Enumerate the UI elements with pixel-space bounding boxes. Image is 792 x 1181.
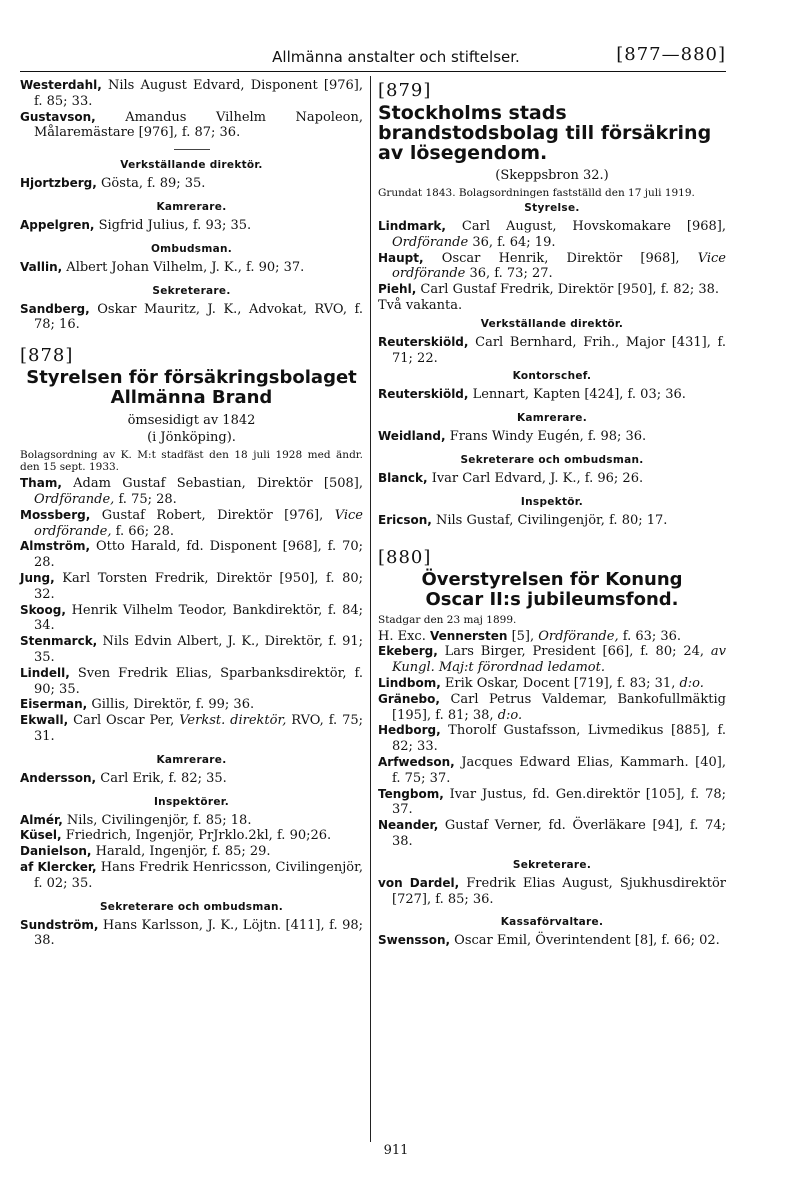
list-item: Ekwall, Carl Oscar Per, Verkst. direktör, RVO, f. 75; 31. bbox=[20, 713, 364, 744]
subheading: Kassaförvaltare. bbox=[500, 916, 604, 929]
list-item: Lindbom, Erik Oskar, Docent [719], f. 83; 31, d:o. bbox=[378, 675, 704, 691]
subheading: Sekreterare och ombudsman. bbox=[99, 900, 284, 913]
subheading: Styrelse. bbox=[524, 202, 580, 214]
subheading: Ombudsman. bbox=[150, 242, 233, 255]
subheading: Kamrerare. bbox=[156, 200, 227, 213]
section-number: [880] bbox=[378, 546, 432, 568]
section-note: Bolagsordning av K. M:t stadfäst den 18 juli 1928 med ändr. den 15 sept. 1933. bbox=[20, 449, 363, 474]
board-list bbox=[20, 476, 363, 745]
list-item: Vallin, Albert Johan Vilhelm, J. K., f. 90; 37. bbox=[20, 259, 305, 275]
list-item: Tham, Adam Gustaf Sebastian, Direktör [508], Ordförande, f. 75; 28. bbox=[20, 476, 363, 507]
list-item: Gränebo, Carl Petrus Valdemar, Bankofullmäktig [195], f. 81; 38, d:o. bbox=[378, 691, 726, 723]
list-item: Andersson, Carl Erik, f. 82; 35. bbox=[20, 770, 227, 786]
list-item: Neander, Gustaf Verner, fd. Överläkare [94], f. 74; 38. bbox=[378, 818, 726, 849]
section-subtitle: ömsesidigt av 1842 bbox=[127, 413, 256, 429]
section-note: Stadgar den 23 maj 1899. bbox=[378, 613, 517, 626]
subheading: Kontorschef. bbox=[512, 370, 592, 383]
list-item: Hedborg, Thorolf Gustafsson, Livmedikus [885], f. 82; 33. bbox=[378, 723, 726, 755]
list-item: Almström, Otto Harald, fd. Disponent [968], f. 70; 28. bbox=[20, 539, 363, 571]
section-location: (i Jönköping). bbox=[147, 430, 236, 446]
section-title: Stockholms stads brandstodsbolag till försäkring av lösegendom. bbox=[378, 102, 712, 164]
list-item: Reuterskiöld, Carl Bernhard, Frih., Major [431], f. 71; 22. bbox=[378, 334, 726, 366]
list-item: von Dardel, Fredrik Elias August, Sjukhusdirektör [727], f. 85; 36. bbox=[378, 875, 726, 907]
list-item: Appelgren, Sigfrid Julius, f. 93; 35. bbox=[20, 217, 252, 233]
list-item: Ericson, Nils Gustaf, Civilingenjör, f. 80; 17. bbox=[378, 512, 668, 528]
list-item: H. Exc. Vennersten [5], Ordförande, f. 63; 36. bbox=[378, 628, 682, 644]
subheading: Sekreterare och ombudsman. bbox=[460, 453, 644, 466]
list-item: af Klercker, Hans Fredrik Henricsson, Civilingenjör, f. 02; 35. bbox=[20, 859, 363, 891]
subheading: Verkställande direktör. bbox=[120, 159, 263, 172]
list-item: Piehl, Carl Gustaf Fredrik, Direktör [950], f. 82; 38. bbox=[378, 282, 720, 298]
subheading: Sekreterare. bbox=[512, 858, 592, 871]
section-number: [879] bbox=[378, 80, 432, 101]
list-item: Reuterskiöld, Lennart, Kapten [424], f. 03; 36. bbox=[378, 387, 686, 403]
list-item: Sandberg, Oskar Mauritz, J. K., Advokat, RVO, f. 78; 16. bbox=[20, 301, 363, 333]
list-item: Stenmarck, Nils Edvin Albert, J. K., Direktör, f. 91; 35. bbox=[20, 634, 363, 665]
short-divider bbox=[174, 149, 210, 150]
list-item: Ekeberg, Lars Birger, President [66], f. 80; 24, av Kungl. Maj:t förordnad ledamot. bbox=[378, 644, 726, 676]
board-list bbox=[378, 629, 726, 850]
list-item: Arfwedson, Jacques Edward Elias, Kammarh. [40], f. 75; 37. bbox=[378, 754, 726, 786]
subheading: Sekreterare. bbox=[152, 284, 231, 297]
list-item: Mossberg, Gustaf Robert, Direktör [976], Vice ordförande, f. 66; 28. bbox=[20, 507, 363, 539]
running-header: Allmänna anstalter och stiftelser. bbox=[272, 48, 520, 66]
list-item: Jung, Karl Torsten Fredrik, Direktör [950], f. 80; 32. bbox=[20, 570, 363, 602]
section-note: Grundat 1843. Bolagsordningen fastställd den 17 juli 1919. bbox=[378, 187, 695, 199]
header-rule bbox=[20, 71, 726, 72]
list-item: Gustavson, Amandus Vilhelm Napoleon, Målaremästare [976], f. 87; 36. bbox=[20, 109, 363, 141]
subheading: Inspektör. bbox=[520, 495, 584, 508]
list-item: Haupt, Oscar Henrik, Direktör [968], Vice ordförande 36, f. 73; 27. bbox=[378, 250, 726, 282]
list-item: Lindell, Sven Fredrik Elias, Sparbanksdirektör, f. 90; 35. bbox=[20, 665, 363, 697]
subheading: Verkställande direktör. bbox=[480, 317, 624, 330]
right-column bbox=[378, 78, 726, 949]
list-item: Weidland, Frans Windy Eugén, f. 98; 36. bbox=[378, 429, 647, 445]
left-column bbox=[20, 78, 363, 949]
list-item: Danielson, Harald, Ingenjör, f. 85; 29. bbox=[20, 844, 271, 860]
list-item: Tengbom, Ivar Justus, fd. Gen.direktör [105], f. 78; 37. bbox=[378, 786, 726, 818]
section-number: [878] bbox=[20, 345, 74, 367]
list-item: Eiserman, Gillis, Direktör, f. 99; 36. bbox=[20, 697, 255, 713]
list-item: Westerdahl, Nils August Edvard, Disponent [976], f. 85; 33. bbox=[20, 78, 363, 109]
subheading: Inspektörer. bbox=[153, 795, 230, 808]
list-item: Hjortzberg, Gösta, f. 89; 35. bbox=[20, 176, 206, 192]
list-item: Lindmark, Carl August, Hovskomakare [968], Ordförande 36, f. 64; 19. bbox=[378, 219, 726, 250]
section-range: [877—880] bbox=[616, 44, 726, 65]
section-title: Överstyrelsen för Konung Oscar II:s jubileumsfond. bbox=[421, 568, 683, 610]
subheading: Kamrerare. bbox=[156, 753, 227, 766]
subheading: Kamrerare. bbox=[516, 412, 587, 425]
page-number: 911 bbox=[383, 1143, 409, 1158]
column-divider bbox=[370, 76, 371, 1142]
section-title: Styrelsen för försäkringsbolaget Allmänna Brand bbox=[26, 367, 357, 409]
list-item: Swensson, Oscar Emil, Överintendent [8], f. 66; 02. bbox=[378, 933, 720, 949]
list-item: Almér, Nils, Civilingenjör, f. 85; 18. bbox=[20, 812, 252, 828]
list-item: Sundström, Hans Karlsson, J. K., Löjtn. [411], f. 98; 38. bbox=[20, 917, 363, 949]
vacancy-note: Två vakanta. bbox=[378, 297, 463, 313]
list-item: Skoog, Henrik Vilhelm Teodor, Bankdirektör, f. 84; 34. bbox=[20, 602, 363, 634]
list-item: Blanck, Ivar Carl Edvard, J. K., f. 96; 26. bbox=[378, 470, 644, 486]
list-item: Küsel, Friedrich, Ingenjör, PrJrklo.2kl, f. 90;26. bbox=[20, 828, 332, 844]
section-address: (Skeppsbron 32.) bbox=[495, 168, 609, 183]
